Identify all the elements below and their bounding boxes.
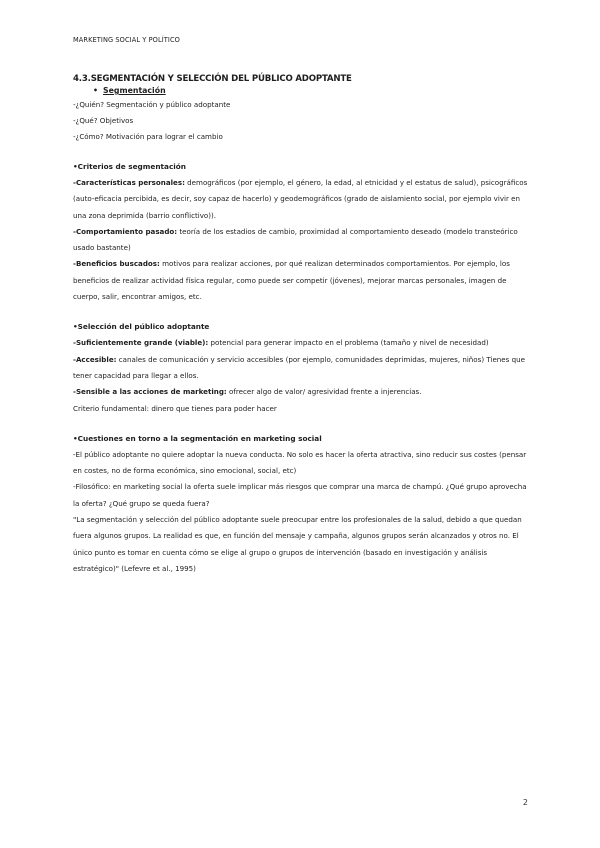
cuestiones-paragraph-1: -El público adoptante no quiere adoptar la nueva conducta. No solo es hacer la oferta atractiva, sino reducir sus costes (pensar en costes, no de forma económica, sino emocional, social, etc) (73, 449, 527, 476)
page-number: 2 (522, 798, 528, 807)
section-title: 4.3.SEGMENTACIÓN Y SELECCIÓN DEL PÚBLICO ADOPTANTE (73, 74, 352, 84)
bullet-icon: • (93, 86, 98, 95)
cuestiones-paragraph-2: -Filosófico: en marketing social la oferta suele implicar más riesgos que comprar una marca de champú. ¿Qué grupo aprovecha la oferta? ¿Qué grupo se queda fuera? (73, 482, 527, 508)
cuestiones-heading: •Cuestiones en torno a la segmentación en marketing social (73, 433, 322, 443)
criterio-beneficios: -Beneficios buscados: motivos para realizar acciones, por qué realizan determinados comportamientos. Por ejemplo, los beneficios de realizar actividad física regular, como puede ser competir (jóvenes), mejorar marcas personales, imagen de cuerpo, salir, encontrar amigos, etc. (73, 259, 510, 302)
segmentacion-line-que: -¿Qué? Objetivos (73, 116, 134, 125)
seleccion-accesible: -Accesible: canales de comunicación y servicio accesibles (por ejemplo, comunidades deprimidas, mujeres, niños) Tienes que tener capacidad para llegar a ellos. (73, 354, 525, 380)
criterio-comportamiento: -Comportamiento pasado: teoría de los estadios de cambio, proximidad al comportamiento deseado (modelo transteórico usado bastante) (73, 226, 518, 253)
criterios-heading: •Criterios de segmentación (73, 162, 186, 171)
seleccion-criterio-note: Criterio fundamental: dinero que tienes para poder hacer (73, 403, 277, 413)
segmentacion-line-como: -¿Cómo? Motivación para lograr el cambio (73, 132, 223, 141)
running-header: MARKETING SOCIAL Y POLÍTICO (73, 36, 180, 44)
seleccion-heading: •Selección del público adoptante (73, 322, 210, 332)
cuestiones-quote: "La segmentación y selección del público adoptante suele preocupar entre los profesionales de la salud, debido a que quedan fuera algunos grupos. La realidad es que, en función del mensaje y campaña, algunos grupos serán alcanzados y otros no. El único punto es tomar en cuenta cómo se elige al grupo o grupos de intervención (basado en investigación y análisis estratégico)" (Lefevre et al., 1995) (73, 515, 522, 573)
segmentacion-line-quien: -¿Quién? Segmentación y público adoptante (73, 100, 231, 109)
page-content (73, 73, 533, 577)
criterio-caracteristicas: -Características personales: demográficos (por ejemplo, el género, la edad, al etnicidad y el estatus de salud), psicográficos (auto-eficacia percibida, es decir, soy capaz de hacerlo) y geodemográficos (grado de aislamiento social, por ejemplo vivir en una zona deprimida (barrio conflictivo)). (73, 178, 528, 220)
seleccion-viable: -Suficientemente grande (viable): potencial para generar impacto en el problema (tamaño y nivel de necesidad) (73, 338, 489, 348)
seleccion-sensible: -Sensible a las acciones de marketing: ofrecer algo de valor/ agresividad frente a injerencias. (73, 387, 422, 397)
segmentacion-heading: • Segmentación (93, 86, 166, 95)
